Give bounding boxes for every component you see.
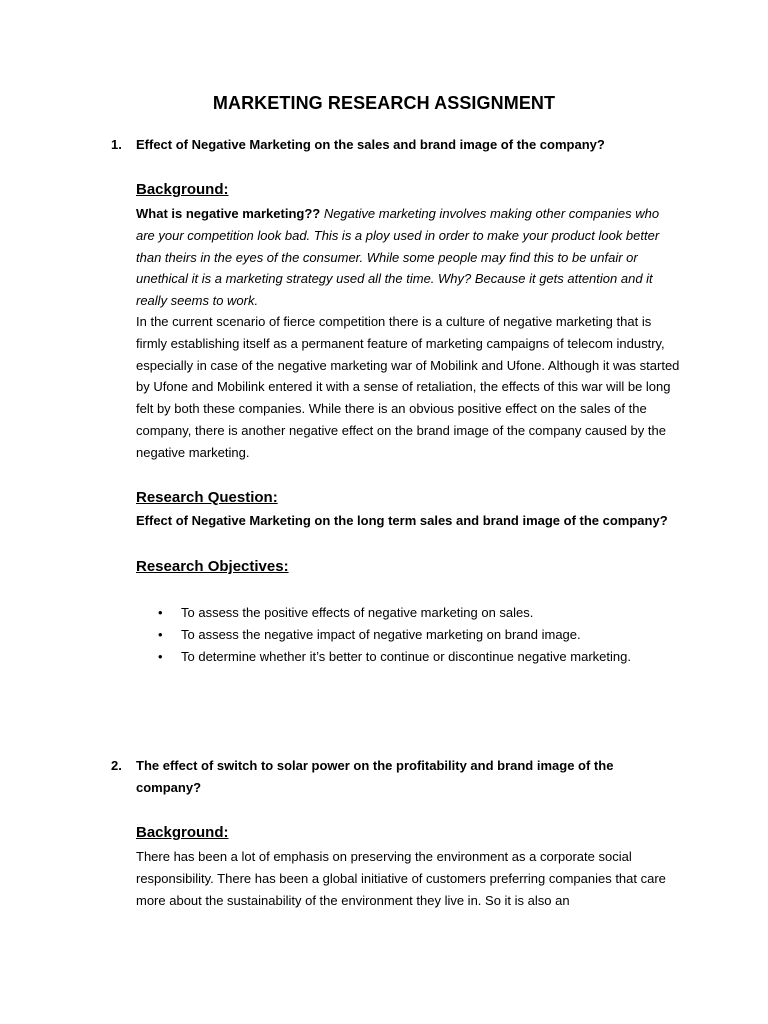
bullet-icon: • [158,627,163,642]
document-title: MARKETING RESEARCH ASSIGNMENT [212,93,556,113]
question-2-number: 2. [111,758,122,773]
q1-background-heading: Background: [136,181,229,198]
list-item [136,646,696,668]
question-2-text: The effect of switch to solar power on the profitability and brand image of the company? [136,758,614,795]
q1-background-italic: Negative marketing involves making other companies who are your competition look bad. This is a ploy used in order to make your product look better than theirs in the eyes of the consumer. While some people may find this to be unfair or unethical it is a marketing strategy used all the time. Why? Because it gets attention and it really seems to work. [136,206,660,309]
objective-text: To determine whether it’s better to continue or discontinue negative marketing. [181,649,631,664]
research-objectives-heading: Research Objectives: [136,558,289,575]
q1-background-paragraph-2: In the current scenario of fierce competition there is a culture of negative marketing that is firmly establishing itself as a permanent feature of marketing campaigns of telecom industry, especially in case of the negative marketing war of Mobilink and Ufone. Although it was started by Ufone and Mobilink entered it with a sense of retaliation, the effects of this war will be long felt by both these companies. While there is an obvious positive effect on the sales of the company, there is another negative effect on the brand image of the company caused by the negative marketing. [136,314,680,460]
q1-background-paragraph-1 [136,203,681,312]
objective-text: To assess the positive effects of negative marketing on sales. [181,605,534,620]
research-question-text: Effect of Negative Marketing on the long term sales and brand image of the company? [136,513,668,528]
q2-background-heading: Background: [136,824,229,841]
question-1-text: Effect of Negative Marketing on the sales and brand image of the company? [136,137,605,152]
research-objectives-list [136,602,696,668]
list-item [136,624,696,646]
bullet-icon: • [158,649,163,664]
research-question-heading: Research Question: [136,489,278,506]
objective-text: To assess the negative impact of negative marketing on brand image. [181,627,581,642]
q1-background-lead: What is negative marketing?? [136,206,321,221]
q2-background-paragraph: There has been a lot of emphasis on preserving the environment as a corporate social responsibility. There has been a global initiative of customers preferring companies that care more about the sustainability of the environment they live in. So it is also an [136,849,666,908]
question-1-number: 1. [111,137,122,152]
list-item [136,602,696,624]
bullet-icon: • [158,605,163,620]
